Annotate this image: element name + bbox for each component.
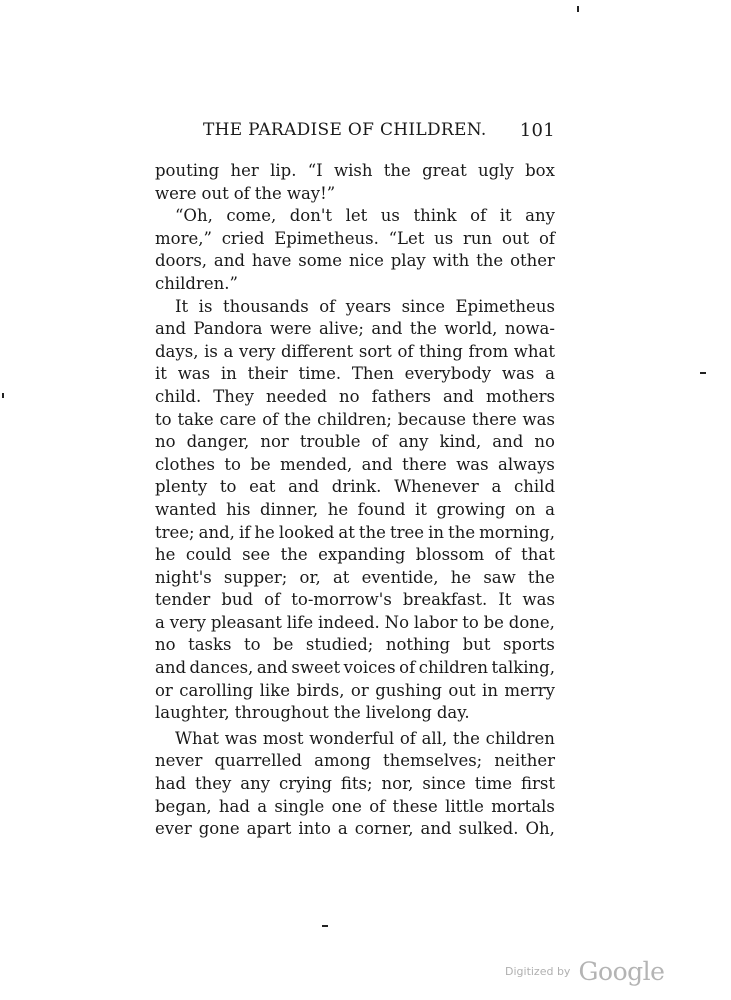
page-number: 101 (519, 120, 555, 141)
text-line: had they any crying fits; nor, since time first (155, 774, 555, 794)
watermark-prefix: Digitized by (505, 965, 571, 978)
text-line: pouting her lip. “I wish the great ugly box (155, 161, 555, 180)
text-line: laughter, throughout the livelong day. (155, 703, 470, 723)
text-line: no tasks to be studied; nothing but sports (155, 635, 555, 655)
text-line: were out of the way!” (155, 183, 336, 203)
text-line: ever gone apart into a corner, and sulked. Oh, (155, 819, 555, 839)
text-line: or carolling like birds, or gushing out in merry (155, 680, 555, 700)
running-head-title: THE PARADISE OF CHILDREN. (203, 120, 487, 140)
text-line: What was most wonderful of all, the children (175, 728, 555, 748)
text-line: to take care of the children; because there was (155, 409, 555, 429)
text-line: plenty to eat and drink. Whenever a child (155, 477, 555, 497)
text-line: a very pleasant life indeed. No labor to be done, (155, 612, 555, 632)
running-head (155, 120, 555, 144)
text-line: tree; and, if he looked at the tree in the morning, (155, 522, 555, 542)
text-line: more,” cried Epimetheus. “Let us run out of (155, 228, 555, 248)
scan-mark-left (2, 393, 4, 398)
text-line: days, is a very different sort of thing from what (155, 341, 555, 361)
digitized-by-google-watermark (505, 957, 664, 987)
body-text (155, 160, 555, 841)
text-line: never quarrelled among themselves; neither (155, 751, 555, 771)
text-line: it was in their time. Then everybody was a (155, 364, 555, 384)
text-line: doors, and have some nice play with the other (155, 251, 555, 271)
text-line: clothes to be mended, and there was always (155, 454, 555, 474)
text-line: wanted his dinner, he found it growing on a (155, 499, 555, 519)
text-line: tender bud of to-morrow's breakfast. It was (155, 590, 555, 610)
text-line: he could see the expanding blossom of that (155, 545, 555, 565)
text-line: It is thousands of years since Epimetheus (175, 296, 555, 316)
scan-mark-bottom (322, 925, 328, 927)
google-logo: Google (578, 957, 665, 986)
text-line: began, had a single one of these little mortals (155, 796, 555, 816)
text-line: and dances, and sweet voices of children talking, (155, 658, 555, 678)
text-line: “Oh, come, don't let us think of it any (175, 206, 555, 226)
text-line: children.” (155, 273, 238, 293)
text-line: night's supper; or, at eventide, he saw the (155, 567, 555, 587)
scan-mark-right (700, 372, 706, 374)
scan-mark-top (577, 6, 579, 12)
text-line: and Pandora were alive; and the world, nowa- (155, 319, 555, 339)
text-line: no danger, nor trouble of any kind, and no (155, 432, 555, 452)
text-line: child. They needed no fathers and mothers (155, 386, 555, 406)
